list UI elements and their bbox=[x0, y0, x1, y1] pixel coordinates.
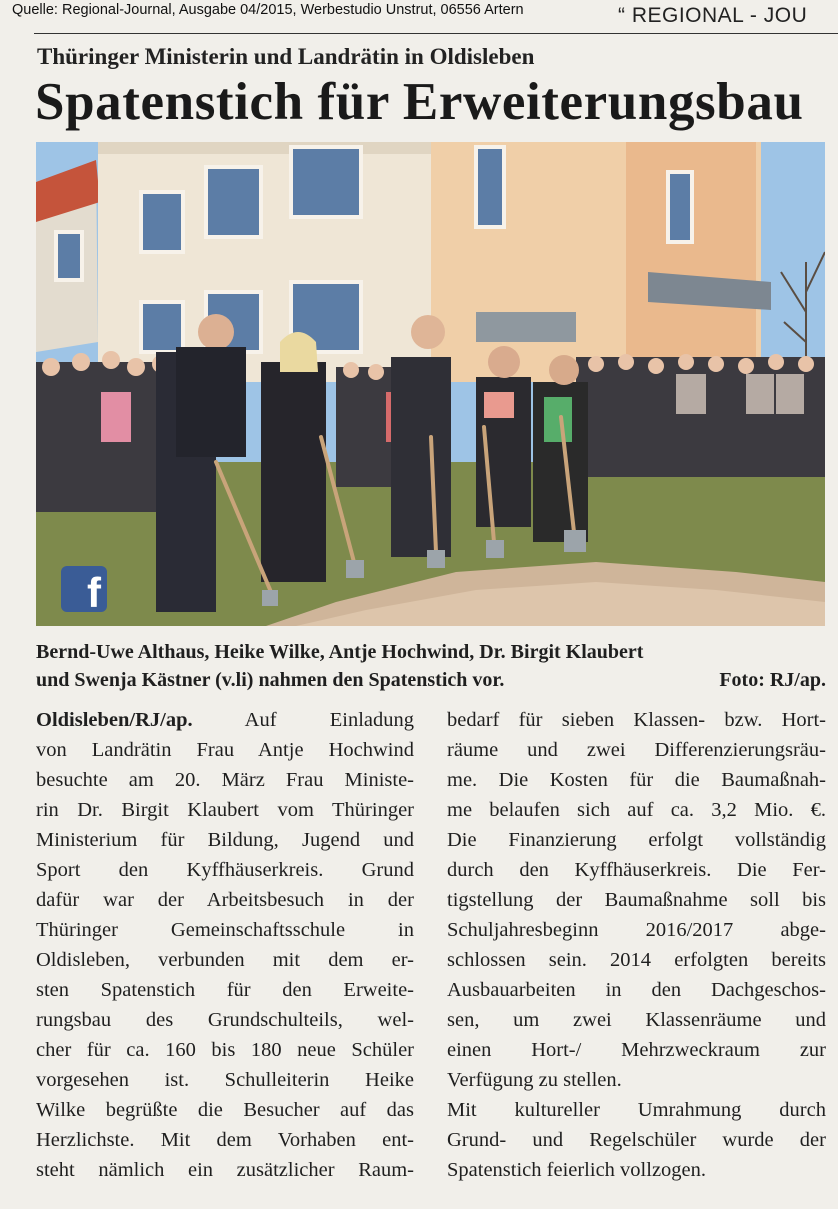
article-line: Wilke begrüßte die Besucher auf das bbox=[36, 1099, 414, 1121]
article-line: Oldisleben, verbunden mit dem er- bbox=[36, 949, 414, 971]
caption-line-1: Bernd-Uwe Althaus, Heike Wilke, Antje Hochwind, Dr. Birgit Klaubert bbox=[36, 641, 644, 663]
article-line bbox=[36, 705, 414, 735]
article-line: tigstellung der Baumaßnahme soll bis bbox=[447, 889, 826, 911]
article-line: sten Spatenstich für den Erweite- bbox=[36, 979, 414, 1001]
article-line: rungsbau des Grundschulteils, wel- bbox=[36, 1009, 414, 1031]
article-line: bedarf für sieben Klassen- bzw. Hort- bbox=[447, 709, 826, 731]
article-line: besuchte am 20. März Frau Ministe- bbox=[36, 769, 414, 791]
article-line: dafür war der Arbeitsbesuch in der bbox=[36, 889, 414, 911]
article-line: durch den Kyffhäuserkreis. Die Fer- bbox=[447, 859, 826, 881]
article-line: Mit kultureller Umrahmung durch bbox=[447, 1099, 826, 1121]
article-line: schlossen sein. 2014 erfolgten bereits bbox=[447, 949, 826, 971]
article-line: rin Dr. Birgit Klaubert vom Thüringer bbox=[36, 799, 414, 821]
article-line: Spatenstich feierlich vollzogen. bbox=[447, 1159, 707, 1181]
source-line: Quelle: Regional-Journal, Ausgabe 04/2015, Werbestudio Unstrut, 06556 Artern bbox=[12, 2, 524, 18]
article-dateline: Oldisleben/RJ/ap. bbox=[36, 709, 193, 731]
article-line: räume und zwei Differenzierungsräu- bbox=[447, 739, 826, 761]
article-photo bbox=[36, 142, 825, 626]
article-line: Sport den Kyffhäuserkreis. Grund bbox=[36, 859, 414, 881]
article-line: Ausbauarbeiten in den Dachgeschos- bbox=[447, 979, 826, 1001]
caption-line-2-row bbox=[36, 666, 826, 694]
header-rule bbox=[34, 33, 838, 34]
article-line: Ministerium für Bildung, Jugend und bbox=[36, 829, 414, 851]
article-line: Verfügung zu stellen. bbox=[447, 1069, 622, 1091]
article-line: cher für ca. 160 bis 180 neue Schüler bbox=[36, 1039, 414, 1061]
article-line: sen, um zwei Klassenräume und bbox=[447, 1009, 826, 1031]
article-line: Herzlichste. Mit dem Vorhaben ent- bbox=[36, 1129, 414, 1151]
photo-illustration bbox=[36, 142, 825, 626]
article-line: Schuljahresbeginn 2016/2017 abge- bbox=[447, 919, 826, 941]
article-line: Die Finanzierung erfolgt vollständig bbox=[447, 829, 826, 851]
article-line: vorgesehen ist. Schulleiterin Heike bbox=[36, 1069, 414, 1091]
article-line: me. Die Kosten für die Baumaßnah- bbox=[447, 769, 826, 791]
photo-credit: Foto: RJ/ap. bbox=[719, 669, 826, 691]
article-line: Grund- und Regelschüler wurde der bbox=[447, 1129, 826, 1151]
article-column-right bbox=[447, 705, 826, 1185]
article-line: me belaufen sich auf ca. 3,2 Mio. €. bbox=[447, 799, 826, 821]
article-line: einen Hort-/ Mehrzweckraum zur bbox=[447, 1039, 826, 1061]
masthead: “ REGIONAL - JOU bbox=[618, 4, 808, 27]
subheadline: Thüringer Ministerin und Landrätin in Oldisleben bbox=[37, 44, 535, 69]
article-line-text: Auf Einladung bbox=[192, 709, 414, 731]
headline: Spatenstich für Erweiterungsbau bbox=[35, 73, 804, 131]
photo-caption bbox=[36, 638, 826, 694]
article-line: von Landrätin Frau Antje Hochwind bbox=[36, 739, 414, 761]
article-line: Thüringer Gemeinschaftsschule in bbox=[36, 919, 414, 941]
article-line: steht nämlich ein zusätzlicher Raum- bbox=[36, 1159, 414, 1181]
article-column-left bbox=[36, 705, 414, 1185]
caption-line-2: und Swenja Kästner (v.li) nahmen den Spatenstich vor. bbox=[36, 669, 505, 691]
facebook-icon[interactable]: f bbox=[61, 566, 107, 612]
